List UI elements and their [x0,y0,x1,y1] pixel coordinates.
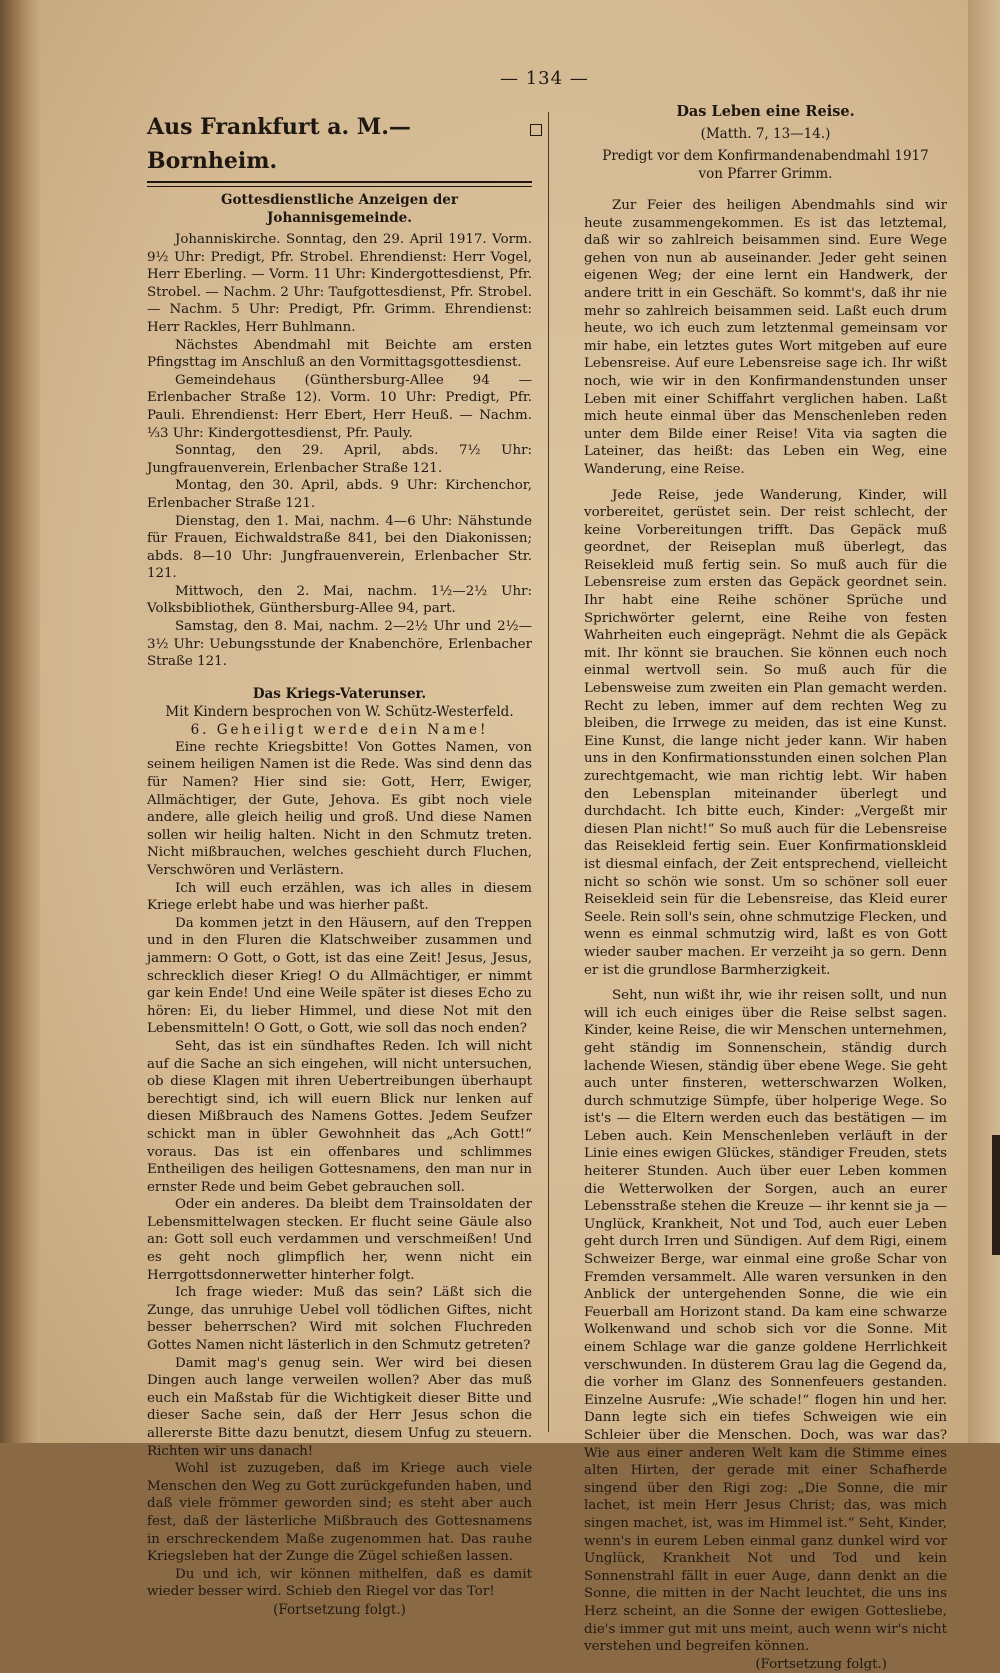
article-heading: Das Kriegs-Vaterunser. [252,685,427,702]
sermon-paragraph: Seht, nun wißt ihr, wie ihr reisen sollt, und nun will ich euch einiges über die Reise selbst sagen. Kinder, keine Reise, die wir Menschen unternehmen, geht ständig im Sonnenschein, ständig durch lachende Wiesen, ständig über ebene Wege. Sie geht auch unter finsteren, wetterschwarzen Wolken, durch schmutzige Sümpfe, über holperige Wege. So ist's — die Eltern werden euch das bestätigen — im Leben auch. Kein Menschenleben verläuft in der Linie eines ewigen Glückes, ständiger Freuden, stets heiterer Stunden. Auch über euer Leben kommen die Wetterwolken der Sorgen, auch an eurer Lebensstraße stehen die Kreuze — ihr kennt sie ja — Unglück, Krankheit, Not und Tod, auch euer Leben geht durch Irren und Sündigen. Auf dem Rigi, einem Schweizer Berge, war einmal eine große Schar von Fremden versammelt. Alle waren versunken in den Anblick der untergehenden Sonne, die wie ein Feuerball am Horizont stand. Da kam eine schwarze Wolkenwand und schob sich vor die Sonne. Mit einem Schlage war die ganze goldene Herrlichkeit verschwunden. In düsterem Grau lag die Gegend da, die vorher im Glanz des Sonnenfeuers gestanden. Einzelne Ausrufe: „Wie schade!“ flogen hin und her. Dann legte sich ein tiefes Schweigen wie ein Schleier über die Menschen. Doch, was war das? Wie aus einer anderen Welt kam die Stimme eines alten Hirten, der gerade mit einer Schafherde singend über den Rigi zog: „Die Sonne, die mir lachet, ist mein Herr Jesus Christ; das, was mich singen machet, ist, was im Himmel ist.“ Seht, Kinder, wenn's in eurem Leben einmal ganz dunkel wird vor Unglück, Krankheit Not und Tod und kein Sonnenstrahl fällt in euer Auge, dann denkt an die Sonne, die mitten in der Nacht leuchtet, die uns ins Herz scheint, an die Sonne der ewigen Gottesliebe, die's immer gut mit uns meint, auch wenn wir's nicht verstehen und begreifen können. [584,988,947,1655]
article-petition: 6. Geheiligt werde dein Name! [190,721,489,738]
article-paragraph: Wohl ist zuzugeben, daß im Kriege auch viele Menschen den Weg zu Gott zurückgefunden haben, und daß viele frömmer geworden sind; es steht aber auch fest, daß der lästerliche Mißbrauch des Gottesnamens in erschreckendem Maße zugenommen hat. Das rauhe Kriegsleben hat der Zunge die Zügel schießen lassen. [147,1461,532,1565]
announcement-item: Mittwoch, den 2. Mai, nachm. 1½—2½ Uhr: Volksbibliothek, Günthersburg-Allee 94, part. [147,583,532,617]
announcement-item: Gemeindehaus (Günthersburg-Allee 94 — Erlenbacher Straße 12). Vorm. 10 Uhr: Predigt, Pfr. Pauli. Ehrendienst: Herr Ebert, Herr Heuß. — Nachm. ⅓3 Uhr: Kindergottesdienst, Pfr. Pauly. [147,372,532,441]
adjacent-page-mark [992,1135,1000,1255]
book-spine [0,0,40,1443]
sermon-author: von Pfarrer Grimm. [698,166,833,182]
article-subtitle: Mit Kindern besprochen von W. Schütz-Westerfeld. [165,703,514,720]
continuation-note: (Fortsetzung folgt.) [273,1601,406,1618]
announcement-item: Sonntag, den 29. April, abds. 7½ Uhr: Jungfrauenverein, Erlenbacher Straße 121. [147,443,532,476]
article-paragraph: Du und ich, wir können mithelfen, daß es damit wieder besser wird. Schieb den Riegel vor das Tor! [147,1566,532,1600]
announcements-heading: Gottesdienstliche Anzeigen der Johannisgemeinde. [221,192,458,226]
article-paragraph: Da kommen jetzt in den Häusern, auf den Treppen und in den Fluren die Klatschweiber zusammen und jammern: O Gott, o Gott, ist das eine Zeit! Jesus, Jesus, schrecklich dieser Krieg! O du Allmächtiger, er nimmt gar kein Ende! Und eine Weile später ist dieses Echo zu hören: Ei, du lieber Himmel, und diese Not mit den Lebensmitteln! O Gott, o Gott, wie soll das noch enden? [147,915,532,1037]
title-square-ornament [530,124,542,136]
right-column [584,103,947,1673]
announcement-item: Montag, den 30. April, abds. 9 Uhr: Kirchenchor, Erlenbacher Straße 121. [147,478,532,511]
page-number: — 134 — [500,68,589,89]
sermon-heading: Das Leben eine Reise. [676,103,855,120]
article-paragraph: Ich frage wieder: Muß das sein? Läßt sich die Zunge, das unruhige Uebel voll tödlichen Giftes, nicht besser beherrschen? Wird mit solchen Fluchreden Gottes Namen nicht lästerlich in den Schmutz getreten? [147,1285,532,1354]
left-column [147,110,532,1619]
article-paragraph: Ich will euch erzählen, was ich alles in diesem Kriege erlebt habe und was hierher paßt. [147,880,532,914]
title-rule [147,181,532,187]
sermon-paragraph: Zur Feier des heiligen Abendmahls sind wir heute zusammengekommen. Es ist das letztemal, daß wir so zahlreich beisammen sind. Eure Wege gehen von nun ab auseinander. Jeder geht seinen eigenen Weg; der eine lernt ein Handwerk, der andere tritt in ein Geschäft. So kommt's, daß ihr nie mehr so zahlreich beisammen seid. Laßt euch drum heute, wo ich euch zum letztenmal gemeinsam vor mir habe, ein letztes gutes Wort mitgeben auf eure Lebensreise. Auf eure Lebensreise sage ich. Ihr wißt noch, wie wir in den Konfirmandenstunden unser Leben mit einer Schiffahrt verglichen haben. Laßt mich heute einmal über das Menschenleben reden unter dem Bilde einer Reise! Vita via sagten die Lateiner, das heißt: das Leben ein Weg, eine Wanderung, eine Reise. [584,198,947,477]
announcement-item: Dienstag, den 1. Mai, nachm. 4—6 Uhr: Nähstunde für Frauen, Eichwaldstraße 841, bei den Diakonissen; abds. 8—10 Uhr: Jungfrauenverein, Erlenbacher Str. 121. [147,513,532,582]
scripture-reference: (Matth. 7, 13—14.) [700,126,831,142]
article-paragraph: Damit mag's genug sein. Wer wird bei diesen Dingen auch lange verweilen wollen? Aber das muß euch ein Maßstab für die Wichtigkeit dieser Bitte und dieser Sache sein, daß der Herr Jesus schon die allererste Bitte dazu benutzt, diesem Unfug zu steuern. Richten wir uns danach! [147,1355,532,1459]
section-title: Aus Frankfurt a. M.—Bornheim. [147,114,411,174]
sermon-subtitle: Predigt vor dem Konfirmandenabendmahl 1917 [602,148,929,164]
article-paragraph: Eine rechte Kriegsbitte! Von Gottes Namen, von seinem heiligen Namen ist die Rede. Was sind denn das für Namen? Hier sind sie: Gott, Herr, Ewiger, Allmächtiger, der Gute, Jehova. Es gibt noch viele andere, alle gleich heilig und groß. Und diese Namen sollen wir heilig halten. Nicht in den Schmutz treten. Nicht mißbrauchen, welches geschieht durch Fluchen, Verschwören und Verlästern. [147,739,532,878]
sermon-paragraph: Jede Reise, jede Wanderung, Kinder, will vorbereitet, gerüstet sein. Der reist schlecht, der keine Vorbereitungen trifft. Das Gepäck muß geordnet, der Reiseplan muß überlegt, das Reisekleid muß fertig sein. So muß auch für die Lebensreise zum ersten das Gepäck geordnet sein. Ihr habt eine Reihe schöner Sprüche und Sprichwörter gelernt, eine Reihe von festen Wahrheiten euch eingeprägt. Nehmt die als Gepäck mit. Ihr könnt sie brauchen. Sie können euch noch einmal wertvoll sein. So muß auch für die Lebensweise zum zweiten ein Plan gemacht werden. Recht zu leben, immer auf dem rechten Weg zu bleiben, die Irrwege zu meiden, das ist eine Kunst. Eine Kunst, die lange nicht jeder kann. Wir haben uns in den Konfirmationsstunden einen solchen Plan zurechtgemacht, wie man richtig lebt. Wir haben den Lebensplan miteinander überlegt und durchdacht. Ich bitte euch, Kinder: „Vergeßt mir diesen Plan nicht!“ So muß auch für die Lebensreise das Reisekleid fertig sein. Euer Konfirmationskleid ist diesmal einfach, der Zeit entsprechend, vielleicht nicht so schön wie sonst. Um so schöner soll euer Reisekleid sein für die Lebensreise, das Kleid eurer Seele. Rein soll's sein, ohne schmutzige Flecken, und wenn es einmal schmutzig wird, laßt es von Gott wieder sauber machen. Er verzeiht ja so gern. Denn er ist die grundlose Barmherzigkeit. [584,487,947,978]
announcement-item: Johanniskirche. Sonntag, den 29. April 1917. Vorm. 9½ Uhr: Predigt, Pfr. Strobel. Ehrendienst: Herr Vogel, Herr Eberling. — Vorm. 11 Uhr: Kindergottesdienst, Pfr. Strobel. — Nachm. 2 Uhr: Taufgottesdienst, Pfr. Strobel. — Nachm. 5 Uhr: Predigt, Pfr. Grimm. Ehrendienst: Herr Rackles, Herr Buhlmann. [147,232,532,335]
announcement-item: Nächstes Abendmahl mit Beichte am ersten Pfingsttag im Anschluß an den Vormittagsgottesdienst. [147,337,532,371]
announcement-item: Samstag, den 8. Mai, nachm. 2—2½ Uhr und 2½—3½ Uhr: Uebungsstunde der Knabenchöre, Erlenbacher Straße 121. [147,619,532,670]
article-paragraph: Seht, das ist ein sündhaftes Reden. Ich will nicht auf die Sache an sich eingehen, will nicht untersuchen, ob diese Klagen mit ihren Uebertreibungen überhaupt berechtigt sind, ich will euern Blick nur lenken auf diesen Mißbrauch des Namens Gottes. Jedem Seufzer schickt man in übler Gewohnheit das „Ach Gott!“ voraus. Das ist ein offenbares und schlimmes Entheiligen des heiligen Gottesnamens, den man nur in ernster Rede und beim Gebet gebrauchen soll. [147,1038,532,1195]
adjacent-page-edge [968,0,1000,1443]
column-divider [548,112,549,1432]
article-paragraph: Oder ein anderes. Da bleibt dem Trainsoldaten der Lebensmittelwagen stecken. Er flucht seine Gäule also an: Gott soll euch verdammen und verschmeißen! Und es geht noch glimpflich her, wenn nicht ein Herrgottsdonnerwetter hinterher folgt. [147,1197,532,1283]
continuation-note: (Fortsetzung folgt.) [755,1656,887,1672]
